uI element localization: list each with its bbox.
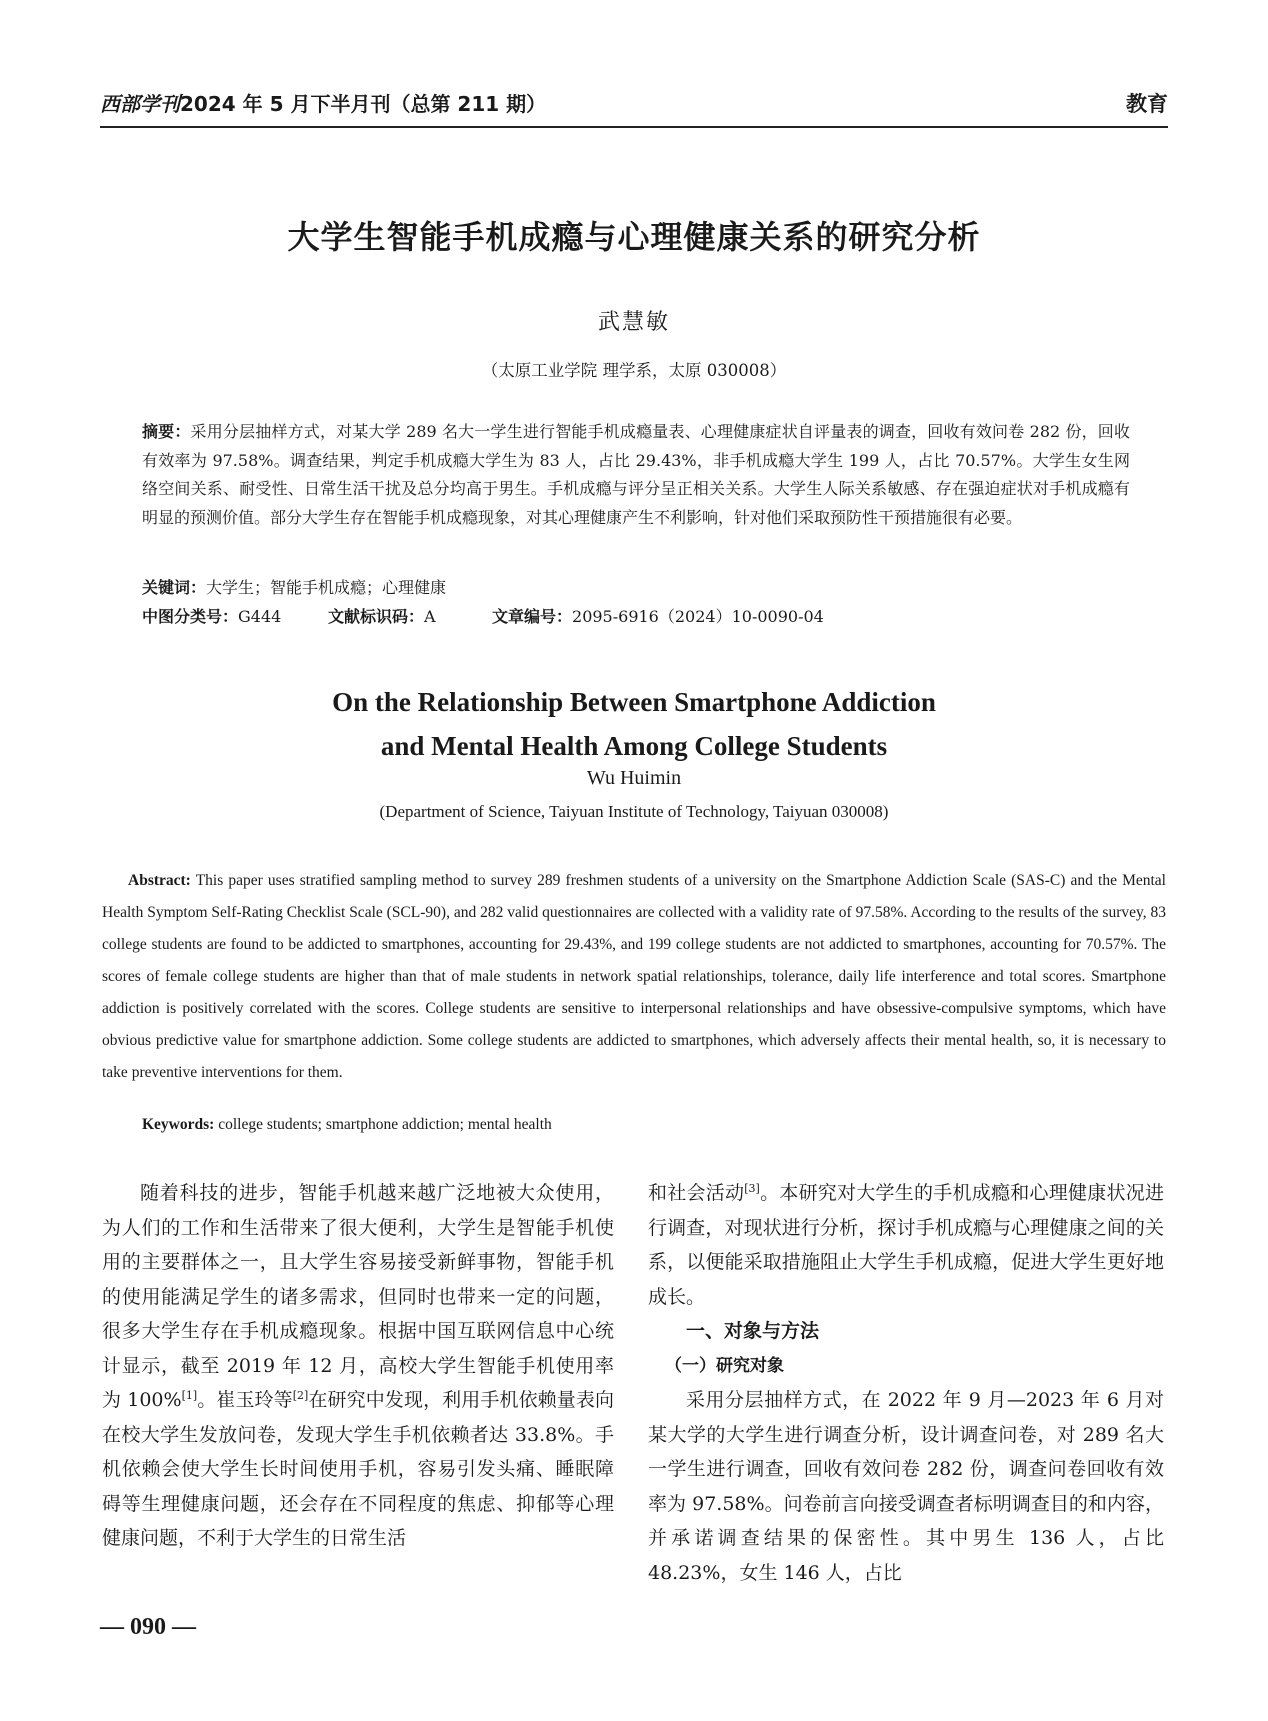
text-run: 随着科技的进步，智能手机越来越广泛地被大众使用，为人们的工作和生活带来了很大便利，大学生是智能手机使用的主要群体之一，且大学生容易接受新鲜事物，智能手机的使用能满足学生的诸多需求，但同时也带来一定的问题，很多大学生存在手机成瘾现象。根据中国互联网信息中心统计显示，截至 2019 年 12 月，高校大学生智能手机使用率为 100% [102, 1182, 614, 1411]
author-en: Wu Huimin [586, 767, 682, 789]
keywords-cn [142, 574, 1130, 603]
clc-label: 中图分类号： [142, 606, 239, 626]
subsection-heading: （一）研究对象 [665, 1355, 784, 1376]
doc-code-value: A [424, 606, 436, 626]
abstract-cn [142, 418, 1130, 532]
header-rule [100, 126, 1168, 128]
section-heading: 一、对象与方法 [686, 1320, 820, 1342]
issue-info: 2024 年 5 月下半月刊（总第 211 期） [180, 92, 547, 116]
abstract-cn-label: 摘要： [142, 422, 191, 441]
body-paragraph [102, 1176, 614, 1556]
clc-value: G444 [238, 606, 282, 626]
meta-cn [142, 574, 1130, 631]
paper-title-cn: 大学生智能手机成瘾与心理健康关系的研究分析 [287, 218, 981, 256]
article-no-value: 2095-6916（2024）10-0090-04 [572, 606, 824, 626]
section-name: 教育 [1126, 92, 1168, 116]
paper-title-en [0, 680, 1268, 768]
keywords-cn-text: 大学生；智能手机成瘾；心理健康 [206, 578, 447, 597]
article-number [492, 603, 824, 632]
doc-code-label: 文献标识码： [328, 606, 425, 626]
keywords-en-label: Keywords: [142, 1116, 215, 1133]
keywords-en [142, 1116, 1166, 1134]
citation-ref[interactable]: [3] [744, 1182, 760, 1195]
citation-ref[interactable]: [1] [181, 1389, 198, 1402]
journal-issue [100, 88, 546, 117]
text-run: 。崔玉玲等 [197, 1389, 293, 1411]
text-run: 。本研究对大学生的手机成瘾和心理健康状况进行调查，对现状进行分析，探讨手机成瘾与心理健康之间的关系，以便能采取措施阻止大学生手机成瘾，促进大学生更好地成长。 [648, 1182, 1164, 1308]
citation-ref[interactable]: [2] [292, 1389, 309, 1402]
journal-logo: 西部学刊 [100, 92, 180, 116]
text-run: 在研究中发现，利用手机依赖量表向在校大学生发放问卷，发现大学生手机依赖者达 33.8%。手机依赖会使大学生长时间使用手机，容易引发头痛、睡眠障碍等生理健康问题，还会存在不同程度的焦虑、抑郁等心理健康问题，不利于大学生的日常生活 [102, 1389, 614, 1549]
classification-row [142, 603, 1130, 632]
title-en-line2: and Mental Health Among College Students [380, 731, 888, 761]
document-code [328, 603, 492, 632]
title-en-line1: On the Relationship Between Smartphone Addiction [332, 687, 936, 717]
clc-number [142, 603, 328, 632]
running-header [100, 88, 1168, 118]
body-column-left [102, 1176, 614, 1556]
abstract-en-text: This paper uses stratified sampling method to survey 289 freshmen students of a university on the Smartphone Addiction Scale (SAS-C) and the Mental Health Symptom Self-Rating Checklist Scale (SCL-90), and 282 valid questionnaires are collected with a validity rate of 97.58%. According to the results of the survey, 83 college students are found to be addicted to smartphones, accounting for 29.43%, and 199 college students are not addicted to smartphones, accounting for 70.57%. The scores of female college students are higher than that of male students in network spatial relationships, tolerance, daily life interference and total scores. Smartphone addiction is positively correlated with the scores. College students are sensitive to interpersonal relationships and have obsessive-compulsive symptoms, which have obvious predictive value for smartphone addiction. Some college students are addicted to smartphones, which adversely affects their mental health, so, it is necessary to take preventive interventions for them. [102, 872, 1166, 1081]
keywords-cn-label: 关键词： [142, 578, 207, 597]
abstract-en [102, 865, 1166, 1089]
article-no-label: 文章编号： [492, 606, 573, 626]
body-paragraph: 采用分层抽样方式，在 2022 年 9 月—2023 年 6 月对某大学的大学生进行调查分析，设计调查问卷，对 289 名大一学生进行调查，回收有效问卷 282 份，调查问卷回收有效率为 97.58%。问卷前言向接受调查者标明调查目的和内容，并承诺调查结果的保密性。其中男生 136 人，占比 48.23%，女生 146 人，占比 [648, 1389, 1164, 1584]
page-number: — 090 — [100, 1614, 196, 1640]
body-column-right [648, 1176, 1164, 1590]
author-cn: 武慧敏 [597, 310, 670, 335]
affiliation-en: (Department of Science, Taiyuan Institute of Technology, Taiyuan 030008) [379, 802, 889, 821]
keywords-en-text: college students; smartphone addiction; mental health [218, 1116, 552, 1133]
affiliation-cn: （太原工业学院 理学系，太原 030008） [481, 361, 787, 380]
abstract-cn-text: 采用分层抽样方式，对某大学 289 名大一学生进行智能手机成瘾量表、心理健康症状自评量表的调查，回收有效问卷 282 份，回收有效率为 97.58%。调查结果，判定手机成瘾大学生为 83 人，占比 29.43%，非手机成瘾大学生 199 人，占比 70.57%。大学生女生网络空间关系、耐受性、日常生活干扰及总分均高于男生。手机成瘾与评分呈正相关关系。大学生人际关系敏感、存在强迫症状对手机成瘾有明显的预测价值。部分大学生存在智能手机成瘾现象，对其心理健康产生不利影响，针对他们采取预防性干预措施很有必要。 [142, 422, 1130, 527]
body-paragraph [648, 1176, 1164, 1314]
text-run: 和社会活动 [648, 1182, 745, 1204]
abstract-en-label: Abstract: [128, 872, 191, 889]
